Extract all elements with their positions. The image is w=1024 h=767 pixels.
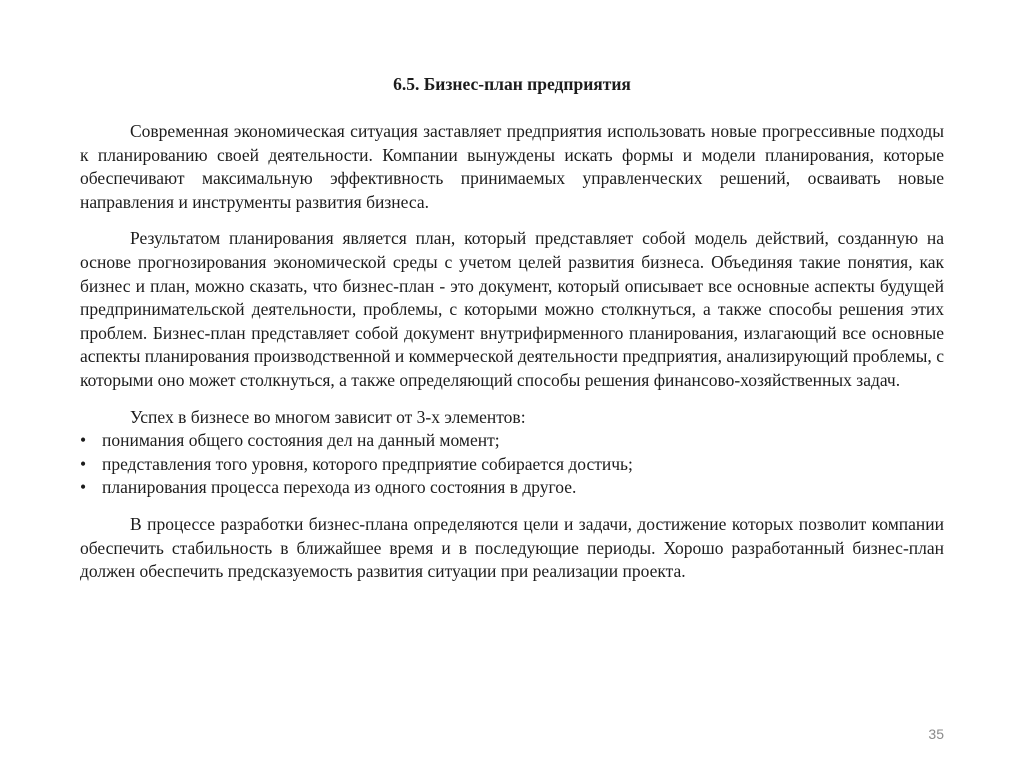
paragraph-conclusion: В процессе разработки бизнес-плана определяются цели и задачи, достижение которых позволит компании обеспечить стабильность в ближайшее время и в последующие периоды. Хорошо разработанный бизнес-план должен обеспечить предсказуемость развития ситуации при реализации проекта. [80,513,944,582]
document-page [80,0,944,767]
bullet-dot-icon: • [80,477,87,498]
list-item-text: понимания общего состояния дел на данный момент; [102,430,500,451]
list-item [80,429,944,453]
paragraph-success-elements: Успех в бизнесе во многом зависит от 3-х элементов: [130,406,526,427]
page-number: 35 [928,726,944,742]
section-title: 6.5. Бизнес-план предприятия [393,74,631,94]
paragraph-intro: Современная экономическая ситуация заставляет предприятия использовать новые прогрессивные подходы к планированию своей деятельности. Компании вынуждены искать формы и модели планирования, которые обеспечивают максимальную эффективность принимаемых управленческих решений, осваивать новые направления и инструменты развития бизнеса. [80,121,944,212]
document-body [80,120,944,597]
bullet-dot-icon: • [80,430,87,451]
list-item-text: планирования процесса перехода из одного состояния в другое. [102,477,577,498]
list-item [80,476,944,500]
list-item-text: представления того уровня, которого предприятие собирается достичь; [102,453,633,474]
success-elements-list [80,429,944,500]
paragraph-plan-definition: Результатом планирования является план, который представляет собой модель действий, созданную на основе прогнозирования экономической среды с учетом целей развития бизнеса. Объединяя такие понятия, как бизнес и план, можно сказать, что бизнес-план - это документ, который описывает все основные аспекты будущей предпринимательской деятельности, проблемы, с которыми можно столкнуться, а также способы решения этих проблем. Бизнес-план представляет собой документ внутрифирменного планирования, излагающий все основные аспекты планирования производственной и коммерческой деятельности предприятия, анализирующий проблемы, с которыми оно может столкнуться, а также определяющий способы решения финансово-хозяйственных задач. [80,228,944,390]
list-item [80,453,944,477]
bullet-dot-icon: • [80,453,87,474]
